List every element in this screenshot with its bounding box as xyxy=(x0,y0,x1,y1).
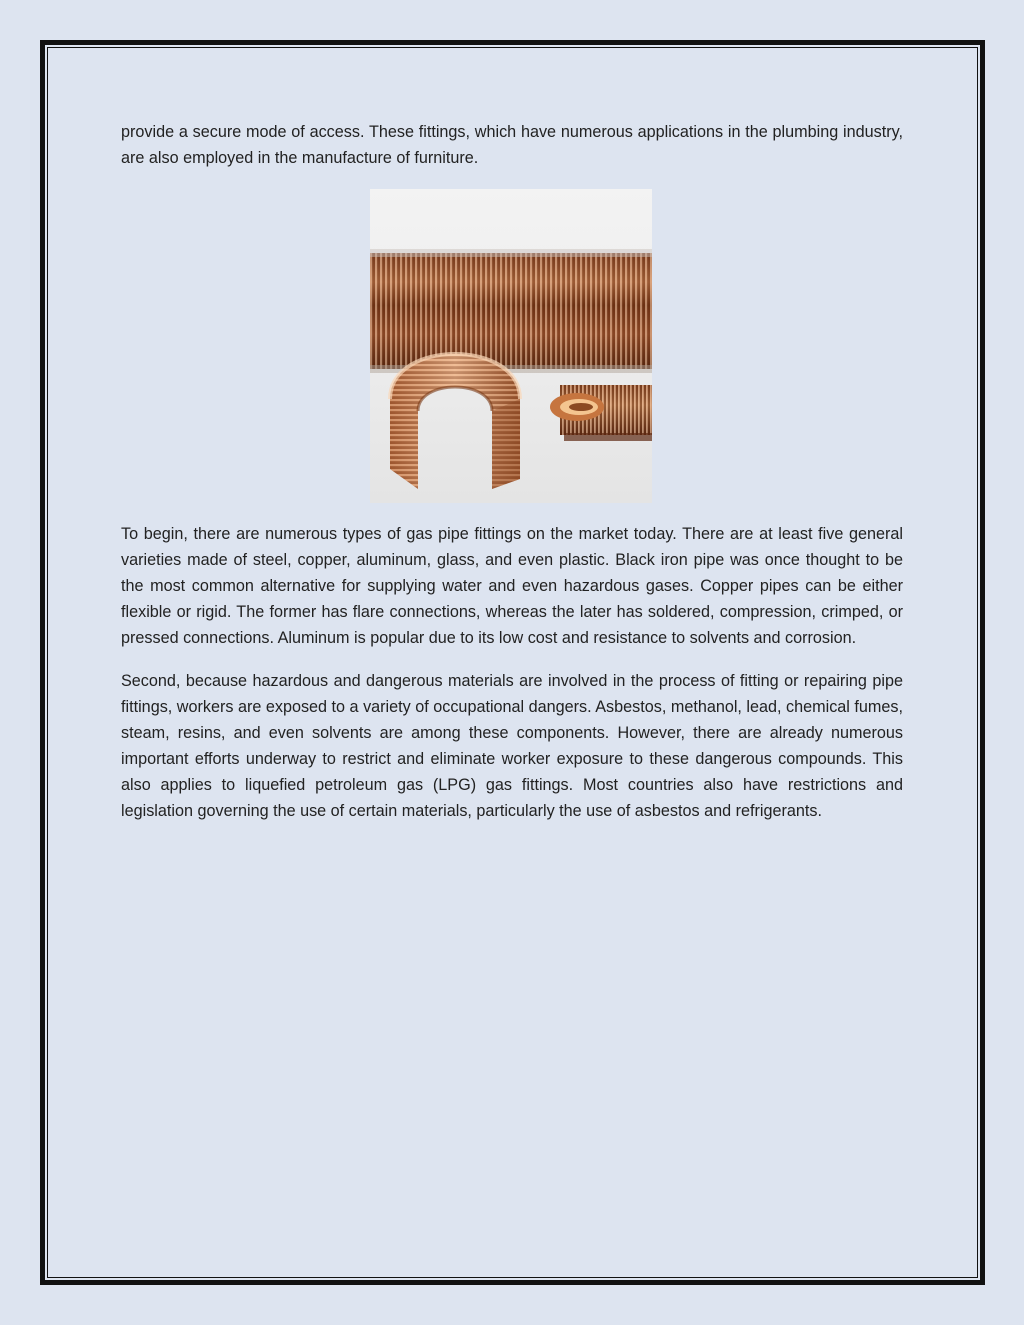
paragraph-hazards: Second, because hazardous and dangerous materials are involved in the process of fitting or repairing pipe fittings, workers are exposed to a variety of occupational dangers. Asbestos, methanol, lead, chemical fumes, steam, resins, and even solvents are among these components. However, there are already numerous important efforts underway to restrict and eliminate worker exposure to these dangerous compounds. This also applies to liquefied petroleum gas (LPG) gas fittings. Most countries also have restrictions and legislation governing the use of certain materials, particularly the use of asbestos and refrigerants. xyxy=(121,672,903,820)
u-shaped-fin-section xyxy=(390,354,520,489)
document-body xyxy=(121,119,903,824)
finned-tube-cut xyxy=(550,385,652,441)
paragraph-types: To begin, there are numerous types of gas pipe fittings on the market today. There are at least five general varieties made of steel, copper, aluminum, glass, and even plastic. Black iron pipe was once thought to be the most common alternative for supplying water and even hazardous gases. Copper pipes can be either flexible or rigid. The former has flare connections, whereas the later has soldered, compression, crimped, or pressed connections. Aluminum is popular due to its low cost and resistance to solvents and corrosion. xyxy=(121,525,903,647)
copper-pipe-illustration xyxy=(370,189,652,503)
long-finned-tube xyxy=(370,249,652,373)
paragraph-intro: provide a secure mode of access. These fittings, which have numerous applications in the plumbing industry, are also employed in the manufacture of furniture. xyxy=(121,123,903,167)
copper-pipe-image xyxy=(370,189,652,503)
